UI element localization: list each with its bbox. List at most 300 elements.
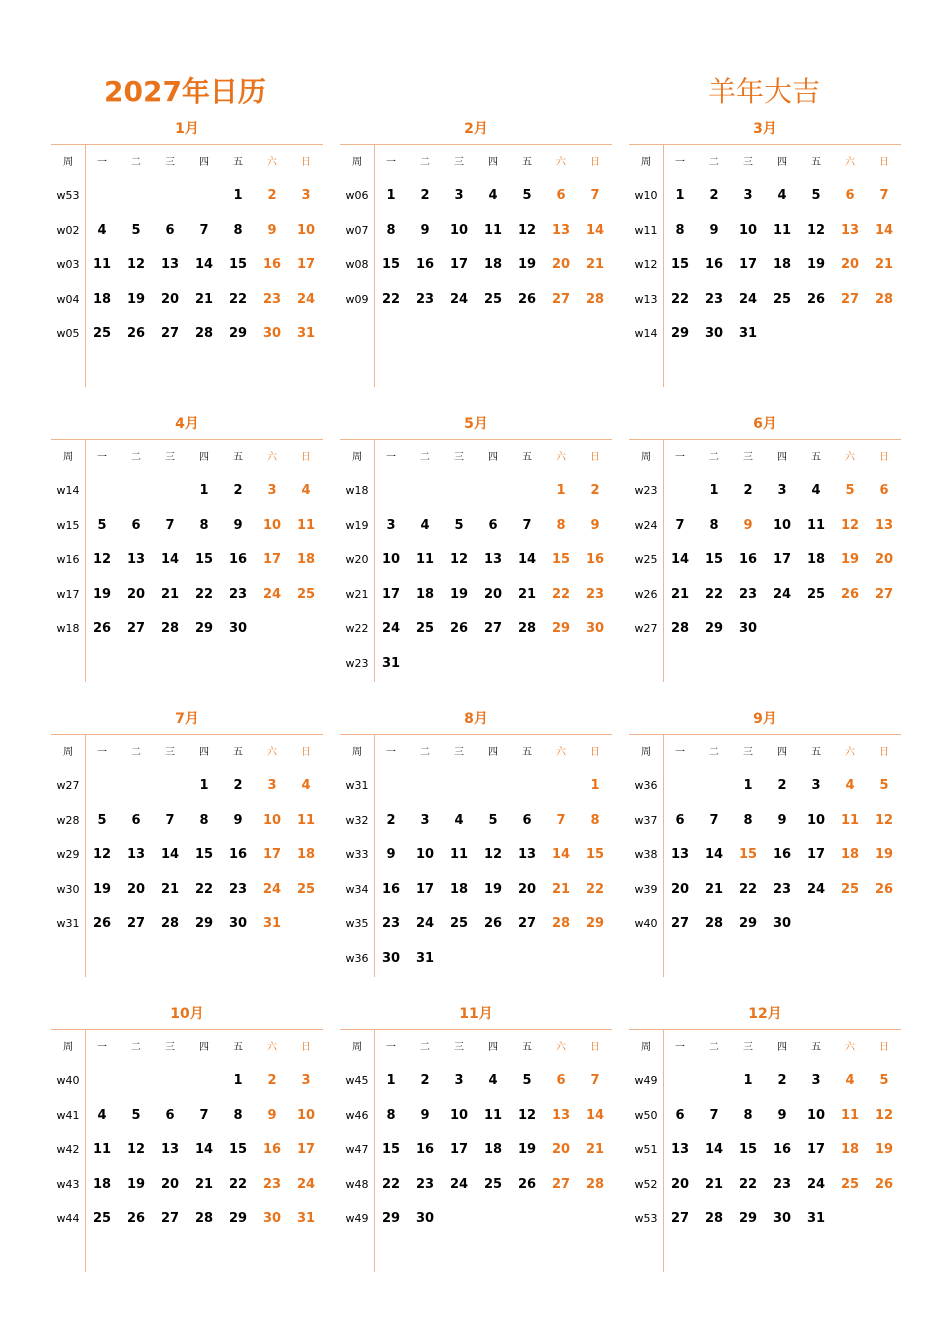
day-cell: 10 (296, 1107, 316, 1123)
day-cell: 4 (301, 778, 311, 793)
weekday-header: 六 (267, 452, 277, 463)
day-cell: 14 (585, 222, 605, 238)
weekday-header: 一 (97, 1042, 107, 1053)
day-cell: 6 (165, 222, 175, 238)
weekday-header: 六 (556, 747, 566, 758)
day-cell: 17 (381, 586, 401, 602)
day-cell: 5 (97, 517, 107, 533)
day-cell: 16 (262, 257, 282, 273)
day-cell: 23 (772, 881, 792, 897)
day-cell: 29 (738, 916, 758, 932)
day-cell: 30 (228, 621, 248, 637)
week-number: w26 (634, 587, 658, 601)
day-cell: 20 (160, 291, 180, 307)
day-cell: 2 (420, 188, 430, 203)
weekday-header: 三 (165, 747, 175, 758)
day-cell: 2 (233, 483, 243, 498)
weekday-header: 四 (777, 1042, 787, 1053)
weekday-header: 一 (675, 1042, 685, 1053)
day-cell: 20 (126, 881, 146, 897)
weekday-header: 日 (879, 452, 889, 463)
day-cell: 21 (585, 257, 605, 273)
day-cell: 13 (517, 847, 537, 863)
week-number: w18 (56, 622, 80, 636)
day-cell: 8 (709, 517, 719, 533)
day-cell: 18 (92, 1176, 112, 1192)
day-cell: 19 (840, 552, 860, 568)
day-cell: 15 (228, 1142, 248, 1158)
day-cell: 25 (483, 291, 503, 307)
day-cell: 5 (131, 222, 141, 238)
day-cell: 2 (386, 812, 396, 828)
day-cell: 29 (228, 1211, 248, 1227)
month-block (629, 413, 901, 683)
day-cell: 9 (777, 812, 787, 828)
day-cell: 26 (517, 291, 537, 307)
day-cell: 16 (228, 552, 248, 568)
month-divider (51, 734, 323, 735)
week-number: w27 (56, 779, 80, 792)
day-cell: 22 (670, 291, 690, 307)
weekday-header: 三 (454, 747, 464, 758)
weekday-header: 三 (165, 1042, 175, 1053)
day-cell: 19 (874, 1142, 894, 1158)
day-cell: 6 (488, 517, 498, 533)
day-cell: 27 (126, 916, 146, 932)
week-number: w27 (634, 622, 658, 636)
week-number: w24 (634, 518, 658, 532)
day-cell: 25 (840, 1176, 860, 1192)
month-divider (51, 439, 323, 440)
weekday-header: 一 (97, 747, 107, 758)
day-cell: 17 (806, 847, 826, 863)
week-number: w36 (634, 779, 658, 792)
day-cell: 29 (585, 916, 605, 932)
week-number: w45 (345, 1074, 369, 1087)
day-cell: 7 (879, 188, 889, 203)
day-cell: 12 (92, 552, 112, 568)
day-cell: 28 (670, 621, 690, 637)
weekday-header: 六 (845, 747, 855, 758)
day-cell: 28 (551, 916, 571, 932)
day-cell: 24 (296, 1176, 316, 1192)
day-cell: 18 (92, 291, 112, 307)
week-number: w02 (56, 223, 80, 237)
weekday-header: 四 (199, 1042, 209, 1053)
weekday-header: 六 (845, 1042, 855, 1053)
day-cell: 31 (806, 1211, 826, 1227)
day-cell: 23 (585, 586, 605, 602)
day-cell: 27 (670, 1211, 690, 1227)
day-cell: 4 (777, 188, 787, 203)
year-slogan: 羊年大吉 (708, 75, 821, 108)
weekday-header: 二 (420, 452, 430, 463)
day-cell: 3 (267, 778, 277, 793)
day-cell: 2 (709, 188, 719, 203)
day-cell: 30 (228, 916, 248, 932)
day-cell: 18 (806, 552, 826, 568)
day-cell: 22 (738, 1176, 758, 1192)
day-cell: 15 (704, 552, 724, 568)
day-cell: 21 (670, 586, 690, 602)
month-divider (340, 734, 612, 735)
day-cell: 4 (301, 483, 311, 498)
weekday-header: 三 (165, 452, 175, 463)
day-cell: 1 (556, 483, 566, 498)
day-cell: 12 (806, 222, 826, 238)
day-cell: 17 (449, 257, 469, 273)
week-number: w39 (634, 882, 658, 896)
day-cell: 8 (675, 222, 685, 238)
day-cell: 17 (296, 257, 316, 273)
day-cell: 17 (296, 1142, 316, 1158)
day-cell: 4 (488, 188, 498, 203)
week-number: w49 (345, 1212, 369, 1226)
weekday-header: 三 (454, 1042, 464, 1053)
day-cell: 24 (806, 881, 826, 897)
weekday-header: 四 (777, 747, 787, 758)
day-cell: 21 (160, 881, 180, 897)
day-cell: 11 (415, 552, 435, 568)
day-cell: 21 (194, 291, 214, 307)
day-cell: 16 (415, 1142, 435, 1158)
month-block (629, 1003, 901, 1273)
day-cell: 11 (840, 812, 860, 828)
weekday-header: 一 (386, 157, 396, 168)
day-cell: 7 (199, 222, 209, 238)
day-cell: 25 (840, 881, 860, 897)
day-cell: 23 (704, 291, 724, 307)
day-cell: 28 (874, 291, 894, 307)
day-cell: 6 (165, 1107, 175, 1123)
day-cell: 11 (92, 257, 112, 273)
day-cell: 30 (415, 1211, 435, 1227)
week-number: w34 (345, 882, 369, 896)
day-cell: 1 (233, 1073, 243, 1088)
day-cell: 2 (267, 188, 277, 203)
day-cell: 4 (845, 778, 855, 793)
month-block (340, 413, 612, 683)
day-cell: 26 (483, 916, 503, 932)
day-cell: 26 (874, 881, 894, 897)
day-cell: 9 (420, 1107, 430, 1123)
day-cell: 12 (483, 847, 503, 863)
month-name: 6月 (753, 416, 777, 432)
day-cell: 29 (670, 326, 690, 342)
day-cell: 7 (709, 812, 719, 828)
day-cell: 17 (738, 257, 758, 273)
day-cell: 10 (296, 222, 316, 238)
weekday-header: 四 (777, 452, 787, 463)
day-cell: 23 (262, 291, 282, 307)
day-cell: 24 (262, 881, 282, 897)
month-name: 4月 (175, 416, 199, 432)
weekday-header: 日 (301, 1042, 311, 1053)
week-number: w23 (634, 484, 658, 497)
day-cell: 1 (743, 1073, 753, 1088)
day-cell: 18 (483, 1142, 503, 1158)
day-cell: 24 (262, 586, 282, 602)
weekday-header: 五 (522, 747, 532, 758)
day-cell: 23 (415, 291, 435, 307)
day-cell: 30 (772, 1211, 792, 1227)
day-cell: 17 (262, 552, 282, 568)
month-divider (629, 734, 901, 735)
day-cell: 26 (92, 916, 112, 932)
month-name: 2月 (464, 121, 488, 137)
day-cell: 16 (738, 552, 758, 568)
day-cell: 14 (517, 552, 537, 568)
day-cell: 6 (556, 188, 566, 203)
day-cell: 14 (194, 1142, 214, 1158)
day-cell: 3 (301, 1073, 311, 1088)
weekday-header: 三 (454, 157, 464, 168)
day-cell: 15 (228, 257, 248, 273)
week-number: w21 (345, 587, 369, 601)
weekday-header: 六 (267, 1042, 277, 1053)
day-cell: 30 (262, 1211, 282, 1227)
day-cell: 14 (160, 552, 180, 568)
day-cell: 30 (738, 621, 758, 637)
weekday-header: 四 (777, 157, 787, 168)
weekday-header: 五 (522, 157, 532, 168)
month-name: 12月 (748, 1006, 782, 1022)
week-header: 周 (63, 157, 73, 168)
weekday-header: 五 (811, 157, 821, 168)
day-cell: 30 (704, 326, 724, 342)
day-cell: 1 (386, 1073, 396, 1088)
day-cell: 20 (670, 881, 690, 897)
day-cell: 13 (551, 222, 571, 238)
month-divider (629, 144, 901, 145)
day-cell: 21 (517, 586, 537, 602)
weekday-header: 一 (97, 452, 107, 463)
day-cell: 3 (454, 188, 464, 203)
day-cell: 23 (415, 1176, 435, 1192)
week-number: w25 (634, 553, 658, 567)
day-cell: 28 (585, 1176, 605, 1192)
month-divider (340, 144, 612, 145)
day-cell: 8 (386, 222, 396, 238)
day-cell: 16 (415, 257, 435, 273)
day-cell: 22 (194, 586, 214, 602)
month-name: 9月 (753, 711, 777, 727)
weekday-header: 五 (522, 1042, 532, 1053)
day-cell: 19 (517, 257, 537, 273)
day-cell: 26 (449, 621, 469, 637)
day-cell: 12 (517, 222, 537, 238)
weekday-header: 日 (301, 747, 311, 758)
day-cell: 31 (381, 656, 401, 671)
day-cell: 7 (165, 517, 175, 533)
weekday-header: 六 (556, 157, 566, 168)
day-cell: 23 (228, 881, 248, 897)
month-block (629, 118, 901, 388)
week-number: w37 (634, 813, 658, 827)
week-number: w07 (345, 223, 369, 237)
day-cell: 4 (845, 1073, 855, 1088)
week-number: w31 (56, 917, 80, 931)
week-header: 周 (641, 747, 651, 758)
day-cell: 15 (381, 257, 401, 273)
weekday-header: 日 (879, 747, 889, 758)
day-cell: 6 (845, 188, 855, 203)
weekday-header: 一 (386, 747, 396, 758)
day-cell: 20 (840, 257, 860, 273)
day-cell: 22 (585, 881, 605, 897)
week-number: w17 (56, 587, 80, 601)
weekday-header: 一 (386, 1042, 396, 1053)
weekday-header: 四 (199, 747, 209, 758)
weekday-header: 四 (488, 1042, 498, 1053)
day-cell: 1 (709, 483, 719, 498)
month-divider (51, 144, 323, 145)
week-header: 周 (641, 1042, 651, 1053)
month-block (51, 413, 323, 683)
day-cell: 19 (126, 1176, 146, 1192)
day-cell: 12 (126, 1142, 146, 1158)
day-cell: 9 (233, 517, 243, 533)
day-cell: 30 (262, 326, 282, 342)
day-cell: 20 (517, 881, 537, 897)
day-cell: 30 (381, 951, 401, 966)
day-cell: 3 (454, 1073, 464, 1088)
week-number: w32 (345, 813, 369, 827)
day-cell: 15 (738, 1142, 758, 1158)
day-cell: 11 (92, 1142, 112, 1158)
week-number: w16 (56, 553, 80, 567)
day-cell: 2 (777, 778, 787, 793)
day-cell: 26 (92, 621, 112, 637)
day-cell: 10 (449, 222, 469, 238)
day-cell: 11 (772, 222, 792, 238)
day-cell: 22 (194, 881, 214, 897)
day-cell: 18 (449, 881, 469, 897)
weekday-header: 三 (743, 1042, 753, 1053)
day-cell: 13 (483, 552, 503, 568)
week-number: w10 (634, 189, 658, 202)
day-cell: 4 (97, 1107, 107, 1123)
day-cell: 24 (806, 1176, 826, 1192)
day-cell: 24 (296, 291, 316, 307)
weekday-header: 三 (165, 157, 175, 168)
day-cell: 24 (381, 621, 401, 637)
day-cell: 15 (194, 552, 214, 568)
week-number: w41 (56, 1108, 80, 1122)
day-cell: 2 (267, 1073, 277, 1088)
weekday-header: 二 (709, 747, 719, 758)
day-cell: 21 (194, 1176, 214, 1192)
weekday-header: 五 (233, 747, 243, 758)
weekday-header: 二 (131, 157, 141, 168)
day-cell: 24 (738, 291, 758, 307)
week-number: w48 (345, 1177, 369, 1191)
day-cell: 29 (194, 916, 214, 932)
day-cell: 25 (483, 1176, 503, 1192)
day-cell: 9 (267, 1107, 277, 1123)
month-name: 11月 (459, 1006, 493, 1022)
month-block (629, 708, 901, 978)
day-cell: 25 (449, 916, 469, 932)
weekday-header: 一 (675, 157, 685, 168)
week-number: w06 (345, 189, 369, 202)
day-cell: 13 (840, 222, 860, 238)
week-number: w20 (345, 553, 369, 567)
month-block (340, 118, 612, 388)
weekday-header: 五 (233, 1042, 243, 1053)
weekday-header: 三 (743, 157, 753, 168)
day-cell: 2 (420, 1073, 430, 1088)
day-cell: 20 (160, 1176, 180, 1192)
day-cell: 2 (590, 483, 600, 498)
day-cell: 10 (262, 517, 282, 533)
day-cell: 2 (777, 1073, 787, 1088)
day-cell: 3 (386, 517, 396, 533)
day-cell: 3 (301, 188, 311, 203)
week-header: 周 (63, 747, 73, 758)
week-number: w08 (345, 258, 369, 272)
day-cell: 10 (415, 847, 435, 863)
day-cell: 27 (551, 291, 571, 307)
week-number: w31 (345, 779, 369, 792)
day-cell: 20 (126, 586, 146, 602)
weekday-header: 六 (556, 1042, 566, 1053)
month-block (51, 118, 323, 388)
weekday-header: 三 (743, 452, 753, 463)
month-name: 5月 (464, 416, 488, 432)
day-cell: 11 (840, 1107, 860, 1123)
day-cell: 9 (420, 222, 430, 238)
day-cell: 12 (92, 847, 112, 863)
day-cell: 4 (420, 517, 430, 533)
week-number: w35 (345, 917, 369, 931)
day-cell: 5 (488, 812, 498, 828)
day-cell: 19 (517, 1142, 537, 1158)
day-cell: 26 (840, 586, 860, 602)
day-cell: 27 (840, 291, 860, 307)
day-cell: 27 (126, 621, 146, 637)
day-cell: 3 (743, 188, 753, 203)
week-number: w04 (56, 292, 80, 306)
day-cell: 23 (262, 1176, 282, 1192)
day-cell: 3 (811, 1073, 821, 1088)
day-cell: 14 (551, 847, 571, 863)
day-cell: 1 (743, 778, 753, 793)
day-cell: 9 (777, 1107, 787, 1123)
day-cell: 18 (840, 847, 860, 863)
week-header: 周 (641, 157, 651, 168)
day-cell: 25 (92, 326, 112, 342)
weekday-header: 五 (811, 747, 821, 758)
day-cell: 9 (590, 517, 600, 533)
weekday-header: 二 (131, 747, 141, 758)
day-cell: 14 (194, 257, 214, 273)
day-cell: 15 (551, 552, 571, 568)
day-cell: 9 (267, 222, 277, 238)
day-cell: 1 (199, 483, 209, 498)
weekday-header: 五 (811, 1042, 821, 1053)
day-cell: 26 (517, 1176, 537, 1192)
month-block (340, 1003, 612, 1273)
day-cell: 9 (233, 812, 243, 828)
day-cell: 8 (386, 1107, 396, 1123)
day-cell: 23 (738, 586, 758, 602)
month-name: 7月 (175, 711, 199, 727)
day-cell: 10 (381, 552, 401, 568)
week-number: w50 (634, 1108, 658, 1122)
day-cell: 2 (233, 778, 243, 793)
day-cell: 28 (517, 621, 537, 637)
